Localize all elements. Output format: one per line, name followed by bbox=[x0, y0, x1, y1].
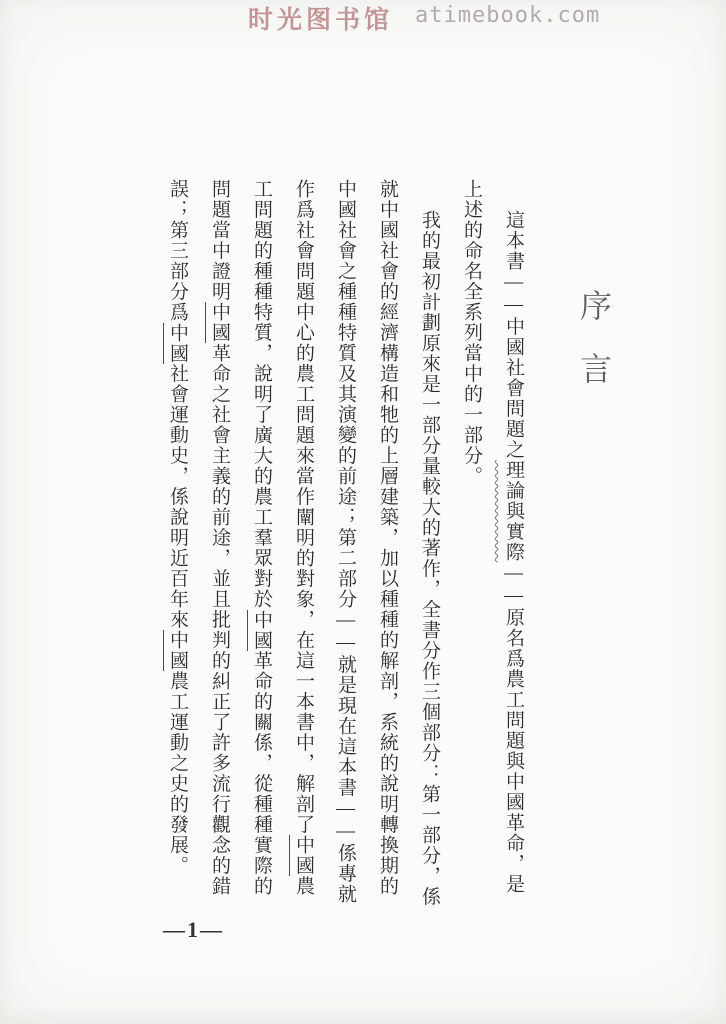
text-segment: 我的最初計劃原來是一部分量較大的著作，全書分作三個部分：第一部分，係就中國社會的經濟構造和牠的上層建築，加以種種的解剖，系統的說明轉換期的中國社會之種種特質及其演變的前途；第二部分——就是現在這本書——係專就作爲社會問題中心的農工問題來當作闡明的對象，在這一本書中，解剖了 bbox=[293, 179, 440, 907]
text-segment: 革命之社會主義的前途，並且批判的糾正了許多流行觀念的錯誤；第三部分爲 bbox=[167, 179, 230, 897]
text-segment: 革命的關係，從種種實際的問題當中證明 bbox=[209, 179, 272, 897]
proper-noun-mark: 中國 bbox=[163, 323, 188, 364]
book-title-mark: 理論與實際 bbox=[503, 460, 524, 563]
text-segment: 農工問題的種種特質，說明了廣大的農工羣眾對於 bbox=[251, 179, 314, 897]
paragraph-2 bbox=[156, 179, 450, 909]
watermark bbox=[248, 0, 600, 36]
proper-noun-mark: 中國 bbox=[247, 610, 272, 651]
text-segment: 這本書——中國社會問題之 bbox=[503, 210, 524, 460]
page-number: —1— bbox=[163, 917, 224, 942]
text-segment: ——原名爲農工問題與中國革命，是上述的命名全系列當中的一部分。 bbox=[461, 179, 524, 895]
proper-noun-mark: 中國 bbox=[289, 835, 314, 876]
preface-title: 序言 bbox=[576, 289, 612, 415]
text-segment: 社會運動史，係說明近百年來 bbox=[167, 363, 188, 630]
watermark-site-name: 时光图书馆 bbox=[248, 6, 394, 34]
proper-noun-mark: 中國 bbox=[163, 630, 188, 671]
preface-body bbox=[156, 179, 534, 909]
text-segment: 農工運動之史的發展。 bbox=[167, 671, 188, 876]
proper-noun-mark: 中國 bbox=[205, 302, 230, 343]
watermark-site-url: atimebook.com bbox=[415, 3, 601, 28]
paragraph-1 bbox=[450, 179, 534, 909]
